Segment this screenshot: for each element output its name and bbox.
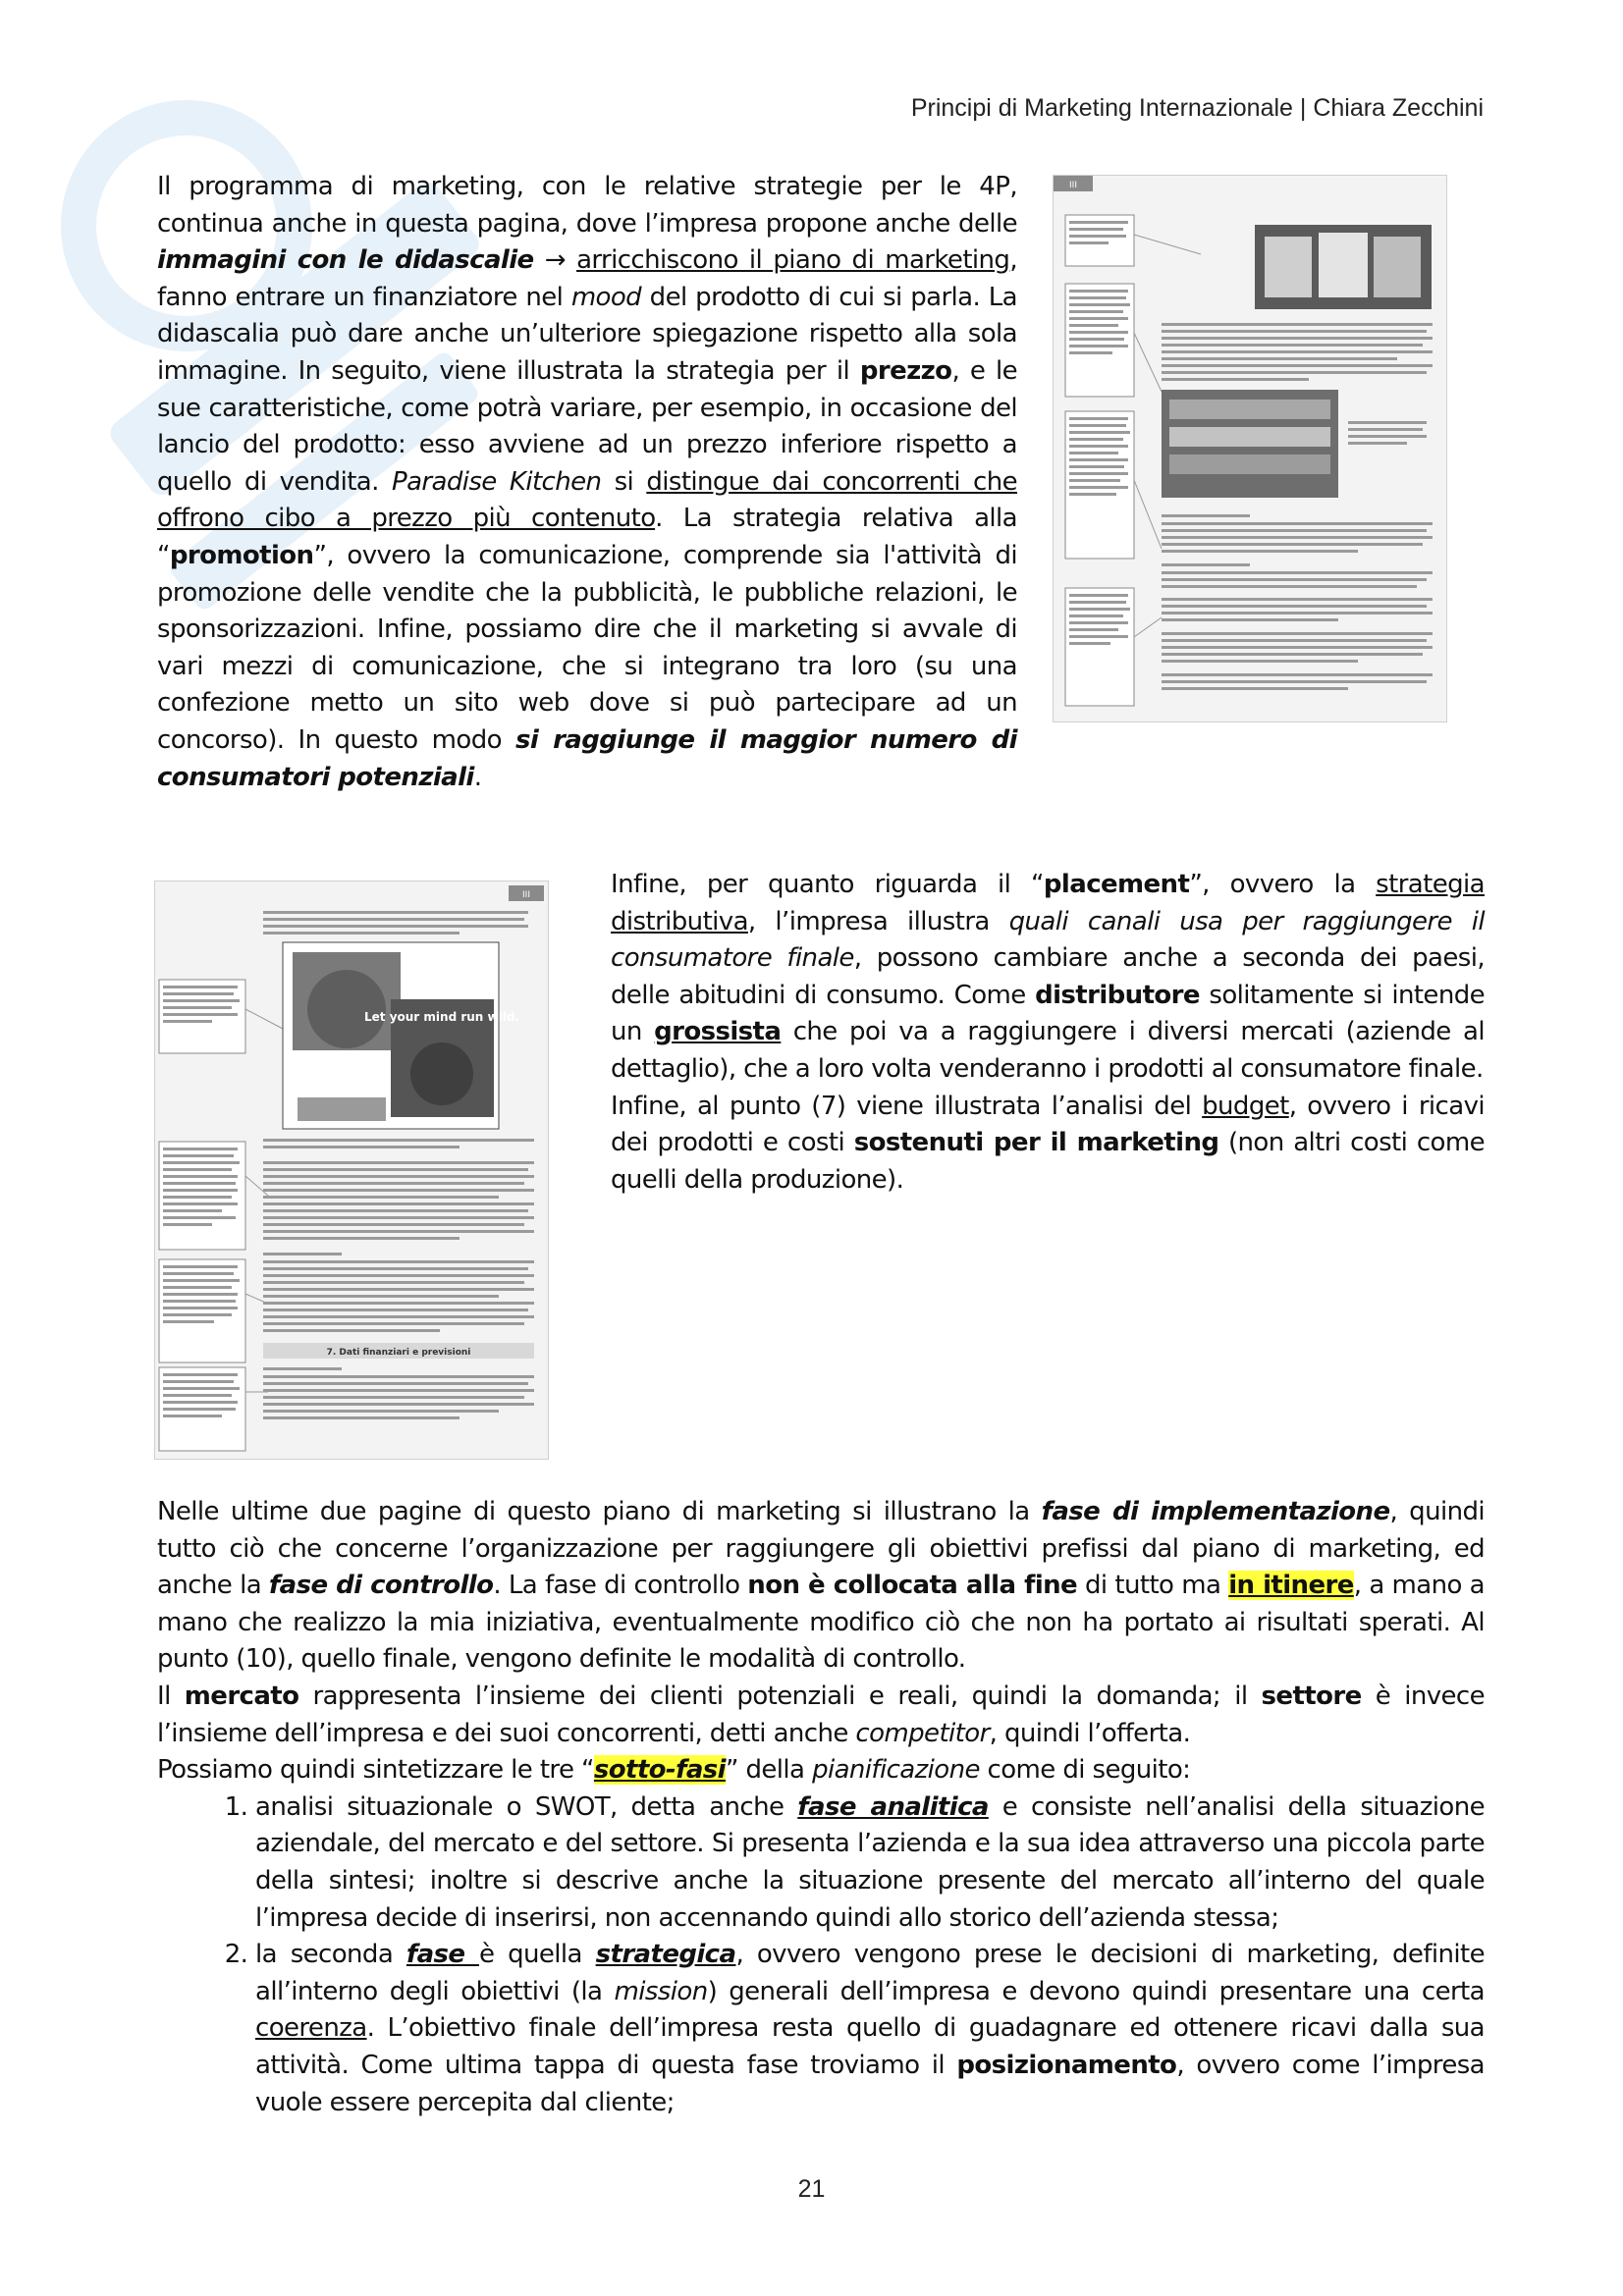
page-number: 21	[797, 2175, 826, 2203]
section-badge-text: III	[1069, 181, 1077, 190]
paragraph-placement: Infine, per quanto riguarda il “placement”, ovvero la strategia distributiva, l’impresa illustra quali canali usa per raggiungere il consumatore finale, possono cambiare anche a seconda dei paesi, delle abitudini di consumo. Come distributore solitamente si intende un grossista che poi va a raggiungere i diversi mercati (aziende al dettaglio), che a loro volta venderanno i prodotti al consumatore finale. Infine, al punto (7) viene illustrata l’analisi del budget, ovvero i ricavi dei prodotti e costi sostenuti per il marketing (non altri costi come quelli della produzione).	[611, 870, 1486, 1195]
sub-phases-intro: Possiamo quindi sintetizzare le tre “sotto-fasi” della pianificazione come di seguito:	[157, 1755, 1191, 1786]
section-badge-text: III	[522, 890, 530, 900]
paragraph-implementation	[157, 1494, 1485, 2121]
scanned-page-graphic	[1054, 176, 1446, 721]
ad-poster-slogan: Let your mind run wild.	[364, 1010, 519, 1024]
list-item: 1. analisi situazionale o SWOT, detta anche fase analitica e consiste nell’analisi della situazione aziendale, del mercato e del settore. Si presenta l’azienda e la sua idea attraverso una piccola parte della sintesi; inoltre si descrive anche la situazione presente del mercato all’interno del quale l’impresa decide di inserirsi, non accennando quindi allo storico dell’azienda stessa;	[255, 1789, 1485, 1937]
paragraph-marketing-program: Il programma di marketing, con le relative strategie per le 4P, continua anche in questa pagina, dove l’impresa propone anche delle immagini con le didascalie → arricchiscono il piano di marketing, fanno entrare un finanziatore nel mood del prodotto di cui si parla. La didascalia può dare anche un’ulteriore spiegazione rispetto alla sola immagine. In seguito, viene illustrata la strategia per il prezzo, e le sue caratteristiche, come potrà variare, per esempio, in occasione del lancio del prodotto: esso avviene ad un prezzo inferiore rispetto a quello di vendita. Paradise Kitchen si distingue dai concorrenti che offrono cibo a prezzo più contenuto. La strategia relativa alla “promotion”, ovvero la comunicazione, comprende sia l'attività di promozione delle vendite che la pubblicità, le pubbliche relazioni, le sponsorizzazioni. Infine, possiamo dire che il marketing si avvale di vari mezzi di comunicazione, che si integrano tra loro (su una confezione metto un sito web dove si può partecipare ad un concorso). In questo modo si raggiunge il maggior numero di consumatori potenziali.	[157, 172, 1017, 792]
scanned-page-graphic	[155, 881, 548, 1459]
sub-phases-list	[157, 1789, 1485, 2121]
scanned-page-thumbnail-1	[1053, 175, 1447, 722]
implementation-text: Nelle ultime due pagine di questo piano di marketing si illustrano la fase di implementazione, quindi tutto ciò che concerne l’organizzazione per raggiungere gli obiettivi prefissi dal piano di marketing, ed anche la fase di controllo. La fase di controllo non è collocata alla fine di tutto ma in itinere, a mano a mano che realizzo la mia iniziativa, eventualmente modifico ciò che non ha portato ai risultati sperati. Al punto (10), quello finale, vengono definite le modalità di controllo.	[157, 1497, 1486, 1675]
list-item: 2. la seconda fase è quella strategica, ovvero vengono prese le decisioni di marketing, definite all’interno degli obiettivi (la mission) generali dell’impresa e devono quindi presentare una certa coerenza. L’obiettivo finale dell’impresa resta quello di guadagnare ed ottenere ricavi dalla sua attività. Come ultima tappa di questa fase troviamo il posizionamento, ovvero come l’impresa vuole essere percepita dal cliente;	[255, 1937, 1485, 2121]
market-sector-text: Il mercato rappresenta l’insieme dei clienti potenziali e reali, quindi la domanda; il settore è invece l’insieme dell’impresa e dei suoi concorrenti, detti anche competitor, quindi l’offerta.	[157, 1681, 1486, 1748]
scanned-page-thumbnail-2	[154, 881, 549, 1460]
section-heading: 7. Dati finanziari e previsioni	[326, 1348, 471, 1358]
page-header: Principi di Marketing Internazionale | Chiara Zecchini	[910, 94, 1484, 122]
